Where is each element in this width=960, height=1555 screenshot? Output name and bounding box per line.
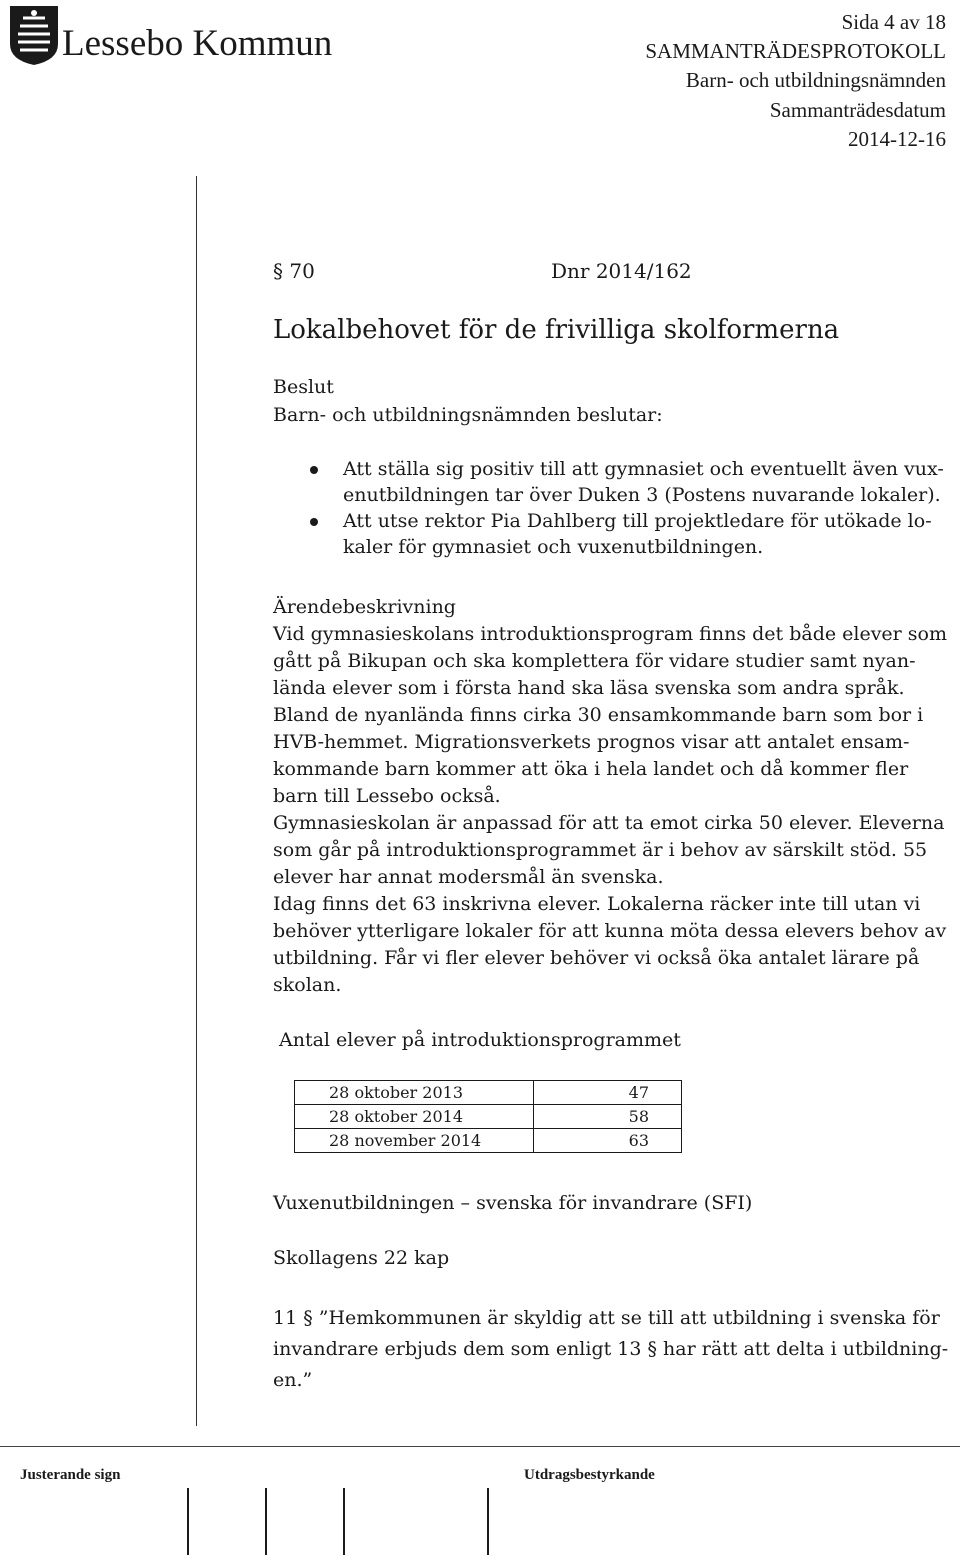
description-line: skolan.: [273, 974, 342, 996]
table-cell-count: 58: [533, 1105, 681, 1129]
description-line: som går på introduktionsprogrammet är i behov av särskilt stöd. 55: [273, 839, 928, 861]
decision-item-line: enutbildningen tar över Duken 3 (Postens nuvarande lokaler).: [343, 484, 941, 506]
board-name: Barn- och utbildningsnämnden: [685, 68, 946, 92]
description-line: Idag finns det 63 inskrivna elever. Lokalerna räcker inte till utan vi: [273, 893, 921, 915]
page-indicator: Sida 4 av 18: [841, 10, 946, 34]
description-line: kommande barn kommer att öka i hela landet och då kommer fler: [273, 758, 909, 780]
law-quote-line: invandrare erbjuds dem som enligt 13 § har rätt att delta i utbildning-: [273, 1338, 949, 1360]
table-cell-count: 63: [533, 1129, 681, 1153]
description-line: Vid gymnasieskolans introduktionsprogram finns det både elever som: [273, 623, 948, 645]
bullet-icon: [310, 466, 318, 474]
decision-item: [305, 456, 944, 508]
signature-box-divider: [187, 1488, 189, 1555]
decision-heading: Beslut: [273, 376, 334, 398]
decision-intro: Barn- och utbildningsnämnden beslutar:: [273, 404, 663, 426]
footer-divider: [0, 1446, 960, 1447]
paragraph-number: § 70: [273, 259, 315, 283]
bullet-icon: [310, 518, 318, 526]
description-line: barn till Lessebo också.: [273, 785, 501, 807]
case-number: Dnr 2014/162: [551, 259, 692, 283]
description-line: elever har annat modersmål än svenska.: [273, 866, 664, 888]
description-line: gått på Bikupan och ska komplettera för vidare studier samt nyan-: [273, 650, 916, 672]
decision-item-line: kaler för gymnasiet och vuxenutbildningen.: [343, 536, 764, 558]
law-quote-line: 11 § ”Hemkommunen är skyldig att se till att utbildning i svenska för: [273, 1307, 940, 1329]
table-row: [295, 1129, 682, 1153]
table-cell-count: 47: [533, 1081, 681, 1105]
description-line: behöver ytterligare lokaler för att kunna möta dessa elevers behov av: [273, 920, 947, 942]
sfi-heading: Vuxenutbildningen – svenska för invandrare (SFI): [273, 1192, 753, 1214]
law-reference: Skollagens 22 kap: [273, 1247, 450, 1269]
decision-item-line: Att ställa sig positiv till att gymnasiet och eventuellt även vux-: [343, 458, 944, 480]
description-body: [273, 621, 947, 999]
law-quote: [273, 1303, 948, 1396]
footer-sign-label: Justerande sign: [20, 1467, 121, 1483]
table-cell-date: 28 oktober 2014: [295, 1105, 534, 1129]
page-title: Lokalbehovet för de frivilliga skolformerna: [273, 315, 840, 345]
meeting-date: 2014-12-16: [848, 127, 946, 151]
student-count-table: [294, 1080, 682, 1153]
decision-item-line: Att utse rektor Pia Dahlberg till projektledare för utökade lo-: [343, 510, 932, 532]
table-caption: Antal elever på introduktionsprogrammet: [279, 1029, 681, 1051]
footer-extract-label: Utdragsbestyrkande: [524, 1467, 655, 1483]
description-line: Bland de nyanlända finns cirka 30 ensamkommande barn som bor i: [273, 704, 924, 726]
logo-text: Lessebo Kommun: [62, 23, 333, 64]
description-line: lända elever som i första hand ska läsa svenska som andra språk.: [273, 677, 905, 699]
description-line: utbildning. Får vi fler elever behöver vi också öka antalet lärare på: [273, 947, 920, 969]
signature-box-divider: [343, 1488, 345, 1555]
beehive-crest-icon: [6, 4, 62, 66]
description-line: HVB-hemmet. Migrationsverkets prognos visar att antalet ensam-: [273, 731, 910, 753]
margin-rule: [196, 176, 197, 1426]
description-heading: Ärendebeskrivning: [273, 596, 456, 618]
table-cell-date: 28 november 2014: [295, 1129, 534, 1153]
meeting-date-label: Sammanträdesdatum: [769, 98, 946, 122]
decision-list: [305, 456, 944, 560]
description-line: Gymnasieskolan är anpassad för att ta emot cirka 50 elever. Eleverna: [273, 812, 945, 834]
signature-box-divider: [265, 1488, 267, 1555]
signature-box-divider: [487, 1488, 489, 1555]
law-quote-line: en.”: [273, 1369, 313, 1391]
protocol-title: SAMMANTRÄDESPROTOKOLL: [645, 39, 946, 63]
decision-item: [305, 508, 944, 560]
table-cell-date: 28 oktober 2013: [295, 1081, 534, 1105]
table-row: [295, 1105, 682, 1129]
table-row: [295, 1081, 682, 1105]
